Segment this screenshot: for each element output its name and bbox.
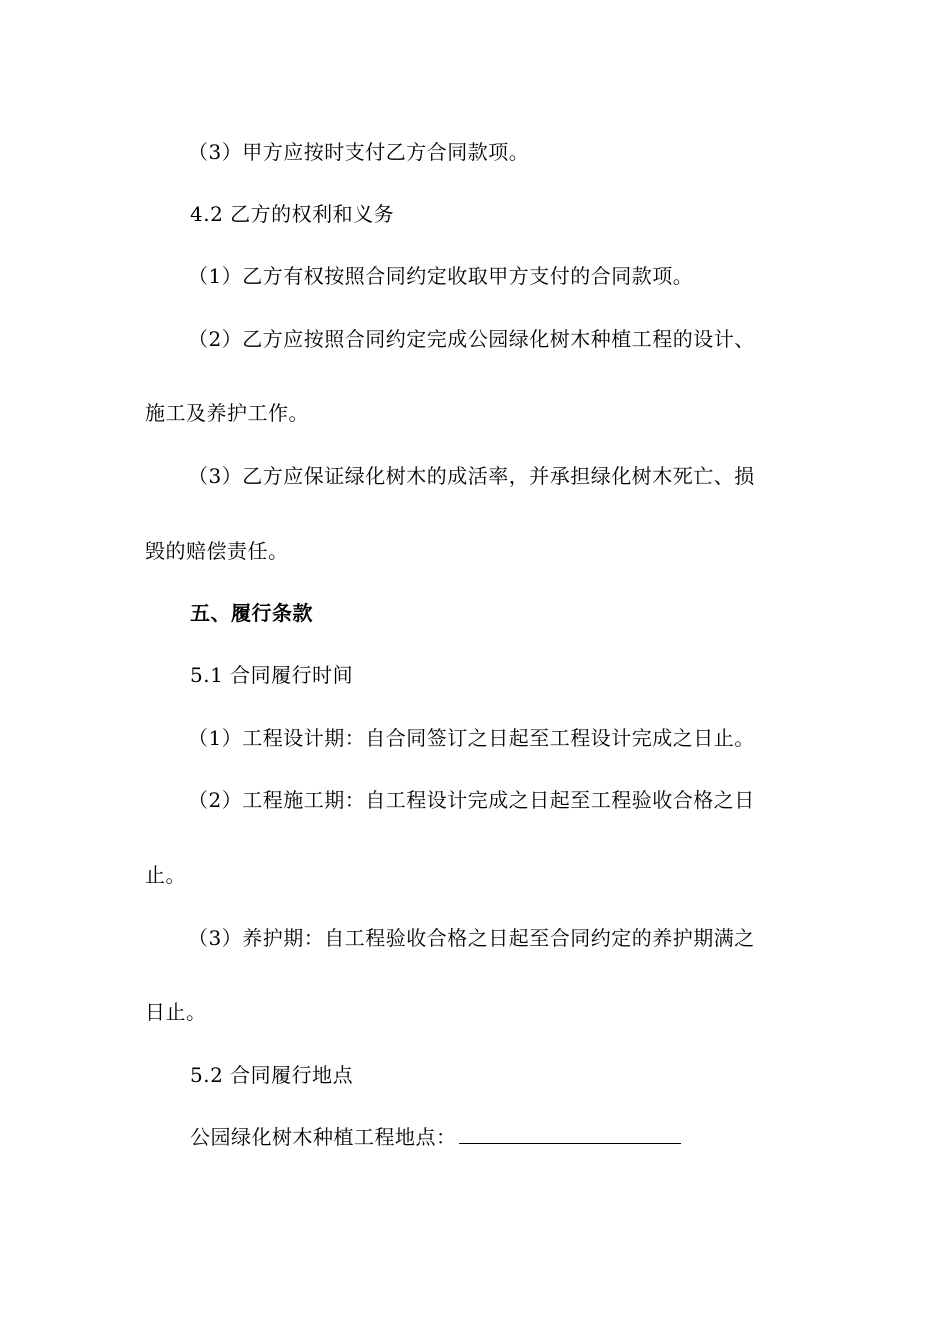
section-4-2-heading: 4.2 乙方的权利和义务 [190, 202, 395, 226]
location-line [190, 1123, 681, 1151]
paragraph-construction-period-line2: 止。 [145, 863, 186, 887]
paragraph-construction-period-line1: （2）工程施工期：自工程设计完成之日起至工程验收合格之日 [188, 788, 755, 812]
location-label: 公园绿化树木种植工程地点： [190, 1125, 457, 1149]
paragraph-3-survival-line1: （3）乙方应保证绿化树木的成活率，并承担绿化树木死亡、损 [188, 464, 755, 488]
location-blank-field [459, 1123, 681, 1144]
section-5-2-heading: 5.2 合同履行地点 [190, 1063, 354, 1087]
paragraph-3-survival-line2: 毁的赔偿责任。 [145, 539, 289, 563]
paragraph-design-period: （1）工程设计期：自合同签订之日起至工程设计完成之日止。 [188, 726, 755, 750]
paragraph-2-duties-line1: （2）乙方应按照合同约定完成公园绿化树木种植工程的设计、 [188, 327, 755, 351]
section-5-heading: 五、履行条款 [190, 601, 313, 625]
section-5-1-heading: 5.1 合同履行时间 [190, 663, 354, 687]
paragraph-1-rights: （1）乙方有权按照合同约定收取甲方支付的合同款项。 [188, 264, 694, 288]
paragraph-2-duties-line2: 施工及养护工作。 [145, 401, 309, 425]
paragraph-3-payment: （3）甲方应按时支付乙方合同款项。 [188, 140, 530, 164]
paragraph-maintenance-period-line2: 日止。 [145, 1000, 207, 1024]
paragraph-maintenance-period-line1: （3）养护期：自工程验收合格之日起至合同约定的养护期满之 [188, 926, 755, 950]
